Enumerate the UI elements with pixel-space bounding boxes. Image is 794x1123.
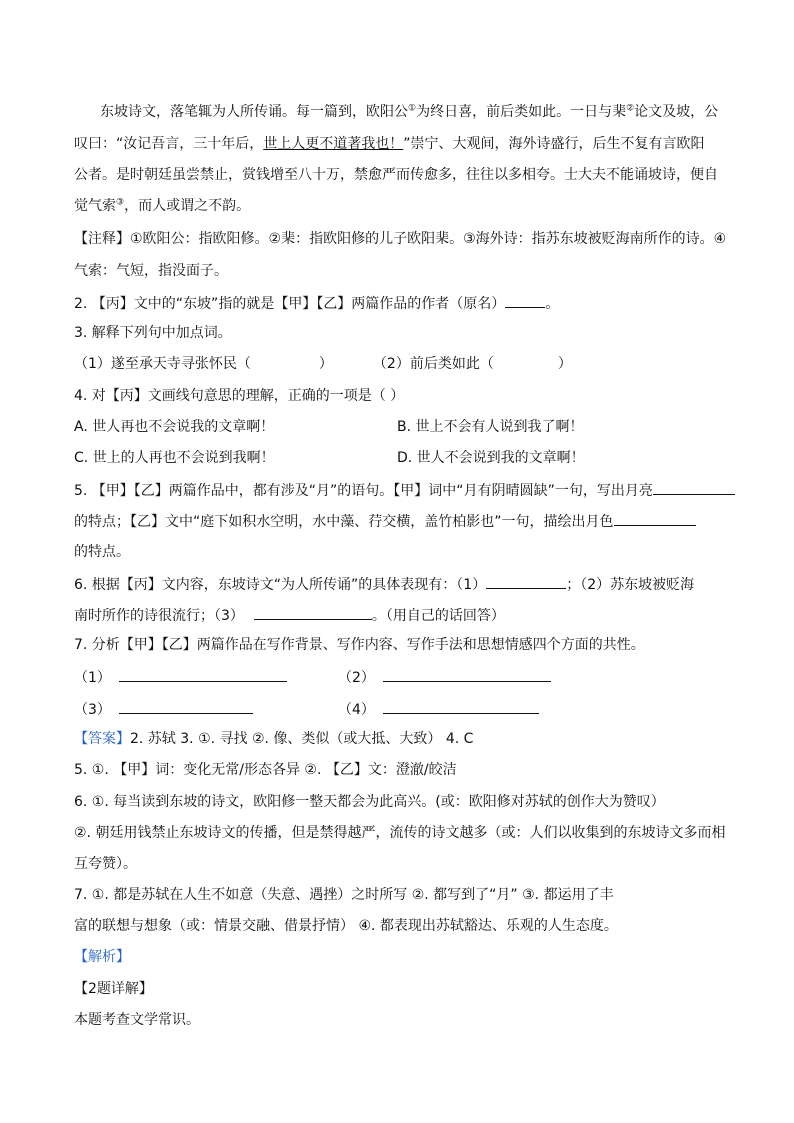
question-6-line-1: 6. 根据【丙】文内容，东坡诗文“为人所传诵”的具体表现有：（1） ；（2）苏东坡被贬海 (74, 574, 694, 594)
notes-line-1: 【注释】①欧阳公：指欧阳修。②棐：指欧阳修的儿子欧阳棐。③海外诗：指苏东坡被贬海南所作的诗。④ (74, 231, 727, 247)
answer-line-6: 7. ①. 都是苏轼在人生不如意（失意、遇挫）之时所写 ②. 都写到了“月” ③. 都运用了丰 (74, 887, 614, 903)
answer-blank (486, 574, 566, 589)
analysis-tag: 【解析】 (74, 949, 130, 965)
answer-blank (254, 605, 372, 620)
question-7-row-4: （4） (338, 699, 539, 719)
option-b: B. 世上不会有人说到我了啊！ (397, 419, 584, 435)
passage-line-3: 公者。是时朝廷虽尝禁止，赏钱增至八十万，禁愈严而传愈多，往往以多相夸。士大夫不能诵坡诗，便自 (74, 167, 718, 183)
analysis-subheading: 【2题详解】 (74, 981, 153, 997)
notes-line-2: 气索：气短，指没面子。 (74, 263, 228, 279)
answer-blank (505, 293, 545, 308)
underlined-sentence: 世上人更不道著我也！ (263, 136, 404, 152)
question-7-row-1: （1） (74, 667, 287, 687)
option-d: D. 世人不会说到我的文章啊！ (397, 450, 585, 466)
option-c: C. 世上的人再也不会说到我啊！ (74, 450, 275, 466)
question-3-items: （1）遂至承天寺寻张怀民（ ） （2）前后类如此（ ） (74, 356, 572, 372)
answer-blank (653, 480, 735, 495)
question-5-line-3: 的特点。 (74, 544, 130, 560)
question-3-stem: 3. 解释下列句中加点词。 (74, 325, 232, 341)
answer-blank (614, 511, 696, 526)
question-4-stem: 4. 对【丙】文画线句意思的理解，正确的一项是（ ） (74, 388, 405, 404)
option-a: A. 世人再也不会说我的文章啊！ (74, 419, 275, 435)
answer-blank (119, 699, 253, 714)
passage-line-2: 叹曰：“汝记吾言，三十年后，世上人更不道著我也！”崇宁、大观间，海外诗盛行，后生不复有言欧阳 (74, 136, 705, 152)
answer-line-5: 互夸赞）。 (74, 856, 137, 872)
question-7-stem: 7. 分析【甲】【乙】两篇作品在写作背景、写作内容、写作手法和思想情感四个方面的共性。 (74, 637, 645, 653)
answer-line-7: 富的联想与想象（或：情景交融、借景抒情） ④. 都表现出苏轼豁达、乐观的人生态度。 (74, 918, 618, 934)
question-5-line-1: 5. 【甲】【乙】两篇作品中，都有涉及“月”的语句。【甲】词中“月有阴晴圆缺”一句，写出月亮 (74, 480, 735, 500)
answer-tag: 【答案】 (74, 731, 130, 747)
question-5-line-2: 的特点；【乙】文中“庭下如积水空明，水中藻、荇交横，盖竹柏影也”一句，描绘出月色 (74, 511, 696, 531)
question-7-row-3: （3） (74, 699, 253, 719)
answer-blank (383, 667, 551, 682)
answer-line-1: 【答案】2. 苏轼 3. ①. 寻找 ②. 像、类似（或大抵、大致） 4. C (74, 731, 474, 747)
answer-line-2: 5. ①. 【甲】词：变化无常/形态各异 ②. 【乙】文：澄澈/皎洁 (74, 762, 457, 778)
question-7-row-2: （2） (338, 667, 551, 687)
answer-blank (383, 699, 539, 714)
answer-blank (119, 667, 287, 682)
question-2: 2. 【丙】文中的“东坡”指的就是【甲】【乙】两篇作品的作者（原名） 。 (74, 293, 559, 313)
question-6-line-2: 南时所作的诗很流行；（3） 。（用自己的话回答） (74, 605, 505, 625)
analysis-text: 本题考查文学常识。 (74, 1012, 200, 1028)
passage-line-4: 觉气索③，而人或谓之不韵。 (74, 197, 251, 214)
passage-line-1: 东坡诗文，落笔辄为人所传诵。每一篇到，欧阳公①为终日喜，前后类如此。一日与棐②论文及坡，公 (100, 103, 719, 120)
answer-line-4: ②. 朝廷用钱禁止东坡诗文的传播，但是禁得越严，流传的诗文越多（或：人们以收集到的东坡诗文多而相 (74, 825, 726, 841)
answer-line-3: 6. ①. 每当读到东坡的诗文，欧阳修一整天都会为此高兴。(或：欧阳修对苏轼的创作大为赞叹） (74, 794, 665, 810)
